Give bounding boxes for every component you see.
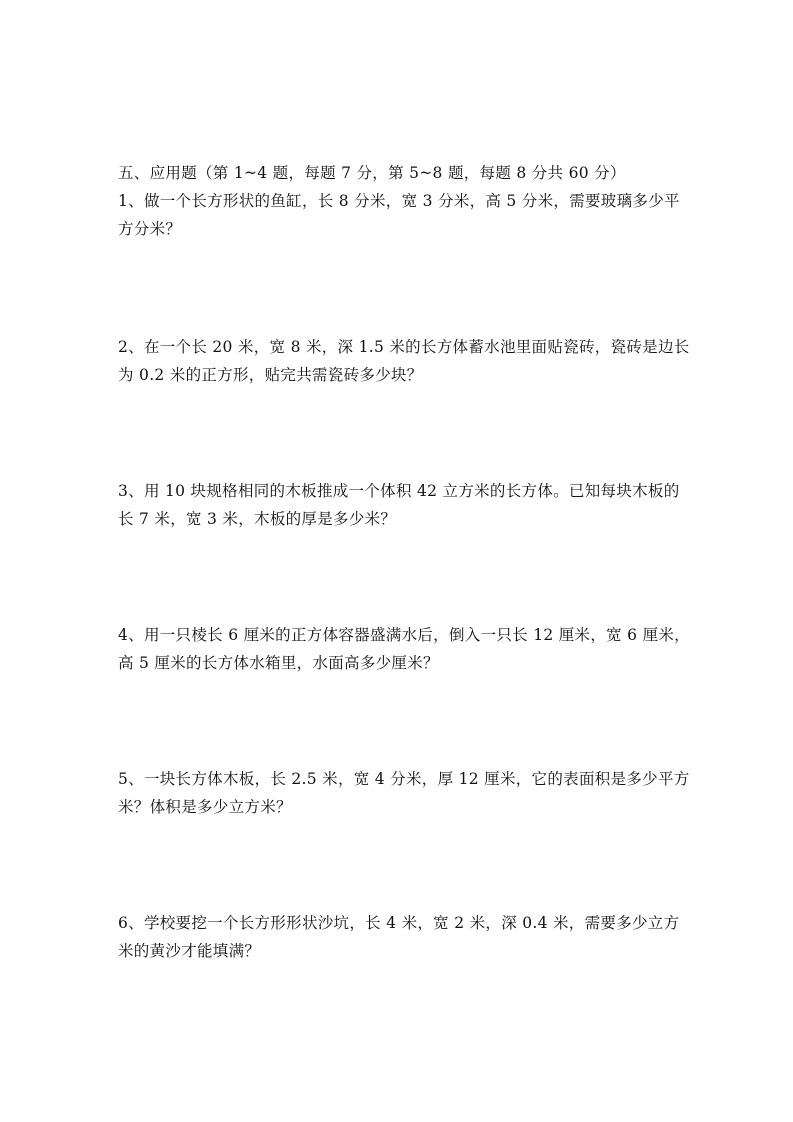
question-text-line: 1、做一个长方形状的鱼缸，长 8 分米，宽 3 分米，高 5 分米，需要玻璃多少平 [118, 192, 680, 210]
question-text-line: 高 5 厘米的长方体水箱里，水面高多少厘米？ [118, 654, 439, 672]
question-text-line: 为 0.2 米的正方形，贴完共需瓷砖多少块？ [118, 366, 423, 384]
question-text-line: 长 7 米，宽 3 米，木板的厚是多少米？ [118, 510, 397, 528]
question-text-line: 方分米？ [118, 220, 182, 238]
question-text-line: 4、用一只棱长 6 厘米的正方体容器盛满水后，倒入一只长 12 厘米，宽 6 厘米， [118, 626, 690, 644]
section-title: 五、应用题（第 1~4 题，每题 7 分，第 5~8 题，每题 8 分共 60 分） [118, 164, 626, 182]
question-text-line: 6、学校要挖一个长方形形状沙坑，长 4 米，宽 2 米，深 0.4 米，需要多少立方 [118, 914, 680, 932]
question-text-line: 5、一块长方体木板，长 2.5 米，宽 4 分米，厚 12 厘米，它的表面积是多少平方 [118, 770, 690, 788]
question-text-line: 3、用 10 块规格相同的木板推成一个体积 42 立方米的长方体。已知每块木板的 [118, 482, 680, 500]
question-text-line: 米？体积是多少立方米？ [118, 798, 292, 816]
question-text-line: 米的黄沙才能填满？ [118, 942, 261, 960]
question-text-line: 2、在一个长 20 米，宽 8 米，深 1.5 米的长方体蓄水池里面贴瓷砖，瓷砖是边长 [118, 338, 690, 356]
